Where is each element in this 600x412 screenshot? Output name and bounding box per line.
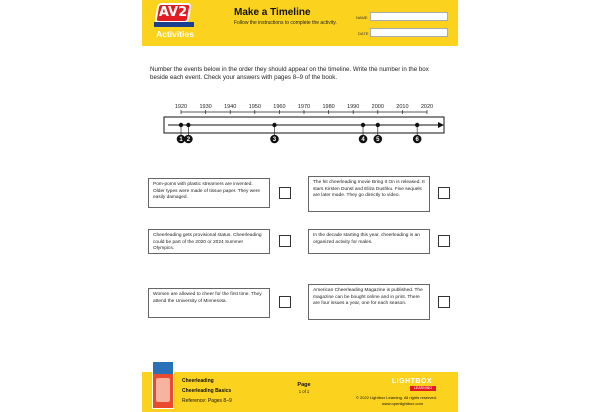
answer-box-2[interactable]: [438, 187, 450, 199]
lightbox-logo-sub: LEARNING: [410, 386, 436, 391]
marker-number: 1: [179, 137, 183, 144]
tick-label: 1980: [322, 104, 335, 110]
tick-label: 1990: [347, 104, 360, 110]
tick-label: 1940: [224, 104, 237, 110]
tick-label: 2000: [371, 104, 384, 110]
timeline: [162, 101, 447, 149]
name-field[interactable]: [370, 12, 448, 21]
lightbox-logo: LIGHTBOX: [391, 378, 433, 385]
answer-box-1[interactable]: [279, 187, 291, 199]
page-reference: Reference: Pages 8–9: [182, 398, 232, 404]
answer-box-4[interactable]: [438, 235, 450, 247]
page-subtitle: Follow the instructions to complete the activity.: [234, 20, 337, 26]
marker-number: 2: [186, 137, 191, 144]
timeline-graphic: [162, 101, 447, 149]
marker-number: 3: [272, 137, 277, 144]
book-title: Cheerleading: [182, 378, 214, 384]
tick-label: 1970: [297, 104, 311, 110]
date-label: DATE: [358, 31, 369, 36]
copyright-text: © 2022 Lightbox Learning. All rights reserved.: [356, 395, 437, 400]
answer-box-6[interactable]: [438, 296, 450, 308]
av2-logo: [150, 3, 200, 43]
event-box-5: Women are allowed to cheer for the first time. They attend the University of Minnesota.: [148, 288, 270, 318]
tick-label: 1920: [174, 104, 188, 110]
page-number: 1 of 1: [298, 389, 310, 394]
logo-label: Activities: [156, 29, 194, 39]
worksheet: [142, 0, 458, 412]
book-cover-image: [152, 361, 174, 409]
event-box-6: American Cheerleading Magazine is published. The magazine can be bought online and in print. There are four issues a year, one for each season.: [308, 284, 430, 320]
event-box-4: In the decade starting this year, cheerleading is an organized activity for males.: [308, 229, 430, 254]
event-box-1: Pom-poms with plastic streamers are invented. Older types were made of tissue paper. They were easily damaged.: [148, 178, 270, 208]
website-text: www.openlightbox.com: [382, 401, 423, 406]
answer-box-3[interactable]: [279, 235, 291, 247]
name-label: NAME: [356, 15, 368, 20]
tick-label: 1930: [199, 104, 212, 110]
tick-label: 1960: [273, 104, 286, 110]
logo-text: AV2: [158, 5, 188, 20]
event-box-2: The hit cheerleading movie Bring It On is released. It stars Kirsten Dunst and Eliza Dushku. Five sequels are later made. They go directly to video.: [308, 176, 430, 212]
answer-box-5[interactable]: [279, 296, 291, 308]
tick-label: 2020: [420, 104, 434, 110]
instructions: Number the events below in the order they should appear on the timeline. Write the number in the box beside each event. Check your answers with pages 8–9 of the book.: [150, 66, 429, 81]
header-banner: [142, 0, 458, 46]
marker-number: 4: [361, 137, 365, 144]
tick-label: 2010: [396, 104, 409, 110]
marker-number: 6: [415, 137, 419, 144]
date-field[interactable]: [370, 28, 448, 37]
marker-number: 5: [376, 137, 380, 144]
chapter-title: Cheerleading Basics: [182, 388, 232, 394]
event-box-3: Cheerleading gets provisional status. Cheerleading could be part of the 2020 or 2024 Summer Olympics.: [148, 229, 270, 254]
page-title: Make a Timeline: [234, 7, 311, 18]
page-label: Page: [297, 382, 311, 388]
footer-banner: [142, 372, 458, 412]
tick-label: 1950: [248, 104, 261, 110]
